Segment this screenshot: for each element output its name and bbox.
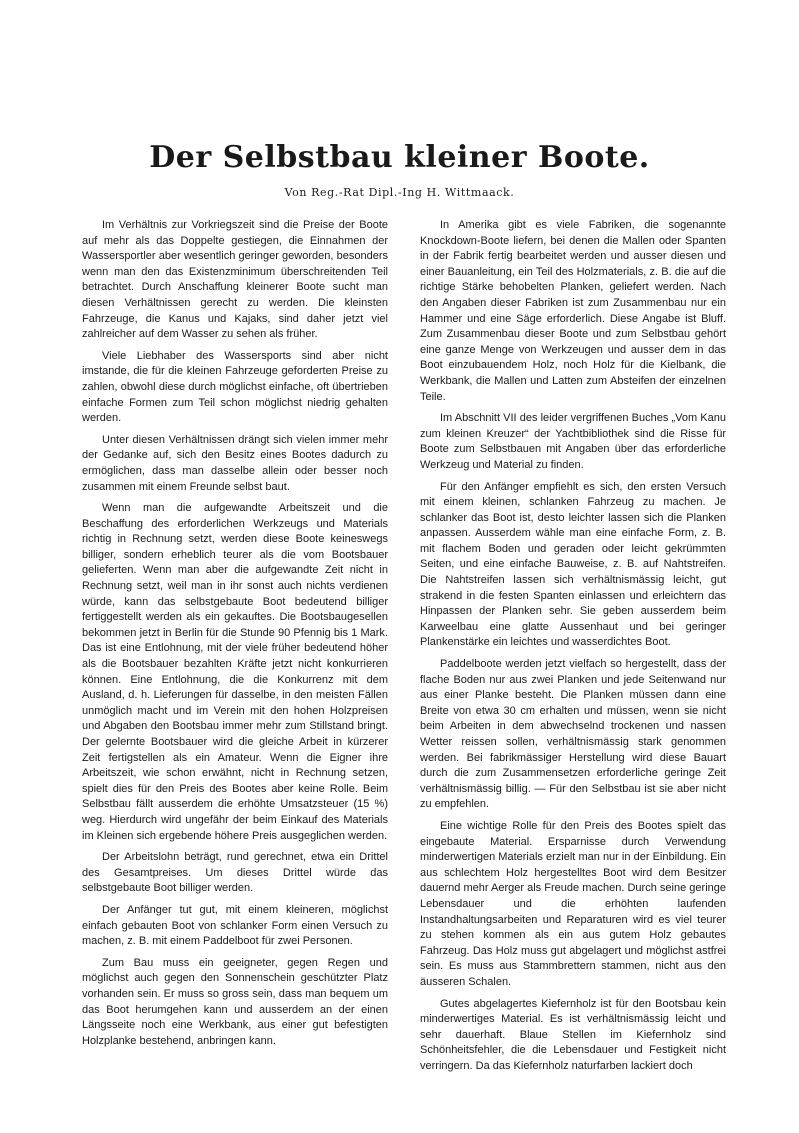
paragraph: Der Arbeitslohn beträgt, rund gerechnet, etwa ein Drittel des Gesamtpreises. Um dieses Drittel würde das selbstgebaute Boot billiger werden. [82,851,388,895]
paragraph: Paddelboote werden jetzt vielfach so hergestellt, dass der flache Boden nur aus zwei Planken und jede Seitenwand nur aus einer Planke besteht. Die Planken müssen dann eine Breite von etwa 30 cm erhalten und müssen, wenn sie nicht beim Arbeiten in dem abwechselnd trockenen und nassen Wetter reissen sollen, verhältnismässig stark genommen werden. Bei fabrikmässiger Herstellung wird diese Bauart durch die zum Zusammensetzen erforderliche geringe Zeit verhältnismässig billig. — Für den Selbstbau ist sie aber nicht zu empfehlen. [420,658,726,811]
paragraph: Unter diesen Verhältnissen drängt sich vielen immer mehr der Gedanke auf, sich den Besitz eines Bootes dadurch zu ermöglichen, dass man dasselbe allein oder besser noch zusammen mit einem Freunde selbst baut. [82,433,388,493]
paragraph: Im Verhältnis zur Vorkriegszeit sind die Preise der Boote auf mehr als das Doppelte gestiegen, die Einnahmen der Wassersportler aber wesentlich geringer geworden, besonders wenn man den das Existenzminimum überschreitenden Teil betrachtet. Durch Anschaffung kleinerer Boote sucht man diesen Verhältnissen gerecht zu werden. Die kleinsten Fahrzeuge, die Kanus und Kajaks, sind daher jetzt viel zahlreicher auf dem Wasser zu sehen als früher. [82,219,388,341]
left-column [82,218,388,1055]
right-column [420,218,726,1080]
paragraph: Der Anfänger tut gut, mit einem kleineren, möglichst einfach gebauten Boot von schlanker Form einen Versuch zu machen, z. B. mit einem Paddelboot für zwei Personen. [82,903,388,948]
paragraph: Im Abschnitt VII des leider vergriffenen Buches „Vom Kanu zum kleinen Kreuzer“ der Yachtbibliothek sind die Risse für Boote zum Selbstbauen mit Angaben über das erforderliche Werkzeug und Material zu finden. [420,412,726,471]
paragraph: Viele Liebhaber des Wassersports sind aber nicht imstande, die für die kleinen Fahrzeuge geforderten Preise zu zahlen, obwohl diese durch möglichst einfache, oft übertrieben einfache Formen zum Teil schon möglichst niedrig gehalten werden. [82,349,388,425]
paragraph: In Amerika gibt es viele Fabriken, die sogenannte Knockdown-Boote liefern, bei denen die Mallen oder Spanten in der Fabrik fertig bearbeitet werden und ausser diesen und einer Bauanleitung, ein Teil des Holzmaterials, z. B. die auf die richtige Stärke behobelten Planken, geliefert werden. Nach den Angaben dieser Fabriken ist zum Zusammenbau nur ein Hammer und eine Säge erforderlich. Diese Angabe ist Bluff. Zum Zusammenbau dieser Boote und zum Selbstbau gehört eine ganze Menge von Werkzeugen und ausser dem in das Boot einzubauendem Holz, noch Holz für die Kielbank, die Werkbank, die Mallen und Latten zum Absteifen der einzelnen Teile. [420,219,726,403]
paragraph: Zum Bau muss ein geeigneter, gegen Regen und möglichst auch gegen den Sonnenschein geschützter Platz vorhanden sein. Er muss so gross sein, dass man bequem um das Boot herumgehen kann und ausserdem an der einen Längsseite noch eine Werkbank, aus einer gut befestigten Holzplanke bestehend, anbringen kann. [82,956,388,1047]
article-title: Der Selbstbau kleiner Boote. [149,140,650,175]
paragraph: Gutes abgelagertes Kiefernholz ist für den Bootsbau kein minderwertiges Material. Es ist verhältnismässig leicht und sehr dauerhaft. Blaue Stellen im Kiefernholz sind Schönheitsfehler, die die Lebensdauer und Festigkeit nicht verringern. Da das Kiefernholz naturfarben lackiert doch [420,997,726,1072]
paragraph: Wenn man die aufgewandte Arbeitszeit und die Beschaffung des erforderlichen Werkzeugs und Materials richtig in Rechnung setzt, werden diese Boote keineswegs billiger, sondern erheblich teurer als die vom Bootsbauer gelieferten. Wenn man aber die aufgewandte Zeit nicht in Rechnung setzt, weil man in ihr sonst auch nichts verdienen würde, kann das selbstgebaute Boot bedeutend billiger fertiggestellt werden als ein gekauftes. Die Bootsbaugesellen bekommen jetzt in Berlin für die Stunde 90 Pfennig bis 1 Mark. Das ist eine Entlohnung, mit der viele früher bedeutend höher als die Bootsbauer bezahlten Kräfte jetzt nicht konkurrieren können. Eine Entlohnung, die die Konkurrenz mit dem Ausland, d. h. Lieferungen für dasselbe, in den meisten Fällen unmöglich macht und im Verein mit den hohen Holzpreisen und Abgaben den Bootsbau immer mehr zum Stillstand bringt. Der gelernte Bootsbauer wird die gleiche Arbeit in kürzerer Zeit fertigstellen als ein Amateur. Wenn die Eigner ihre Arbeitszeit, wie schon erwähnt, nicht in Rechnung setzen, spielt dies für den Preis des Bootes aber keine Rolle. Beim Selbstbau fällt ausserdem die erhöhte Umsatzsteuer (15 %) weg. Hierdurch wird ungefähr der beim Einkauf des Materials im Kleinen sich ergebende höhere Preis ausgeglichen werden. [82,502,388,842]
article-byline: Von Reg.-Rat Dipl.-Ing H. Wittmaack. [284,186,515,199]
paragraph: Eine wichtige Rolle für den Preis des Bootes spielt das eingebaute Material. Ersparnisse durch Verwendung minderwertigen Materials erzielt man nur in der Einbildung. Ein aus schlechtem Holz hergestelltes Boot wird dem Besitzer dauernd mehr Aerger als Freude machen. Durch seine geringe Lebensdauer und die erhöhten laufenden Instandhaltungsarbeiten und Reparaturen wird es viel teurer zu stehen kommen als ein aus gutem Holz gebautes Fahrzeug. Das Holz muss gut abgelagert und möglichst astfrei sein. Es muss aus Stammbrettern stammen, nicht aus den äusseren Schalen. [420,819,726,988]
paragraph: Für den Anfänger empfiehlt es sich, den ersten Versuch mit einem kleinen, schlanken Fahrzeug zu machen. Je schlanker das Boot ist, desto leichter lassen sich die Planken anpassen. Ausserdem wähle man eine einfache Form, z. B. mit flachem Boden und geraden oder leicht gekrümmten Seiten, und eine einfache Bauweise, z. B. auf Nahtstreifen. Die Nahtstreifen lassen sich verhältnismässig leicht, gut strakend in die festen Spanten einlassen und erleichtern das Hinpassen der Planken sehr. Sie geben ausserdem beim Karweelbau eine glatte Aussenhaut und bei geringer Plankenstärke ein leichtes und wasserdichtes Boot. [420,480,726,649]
